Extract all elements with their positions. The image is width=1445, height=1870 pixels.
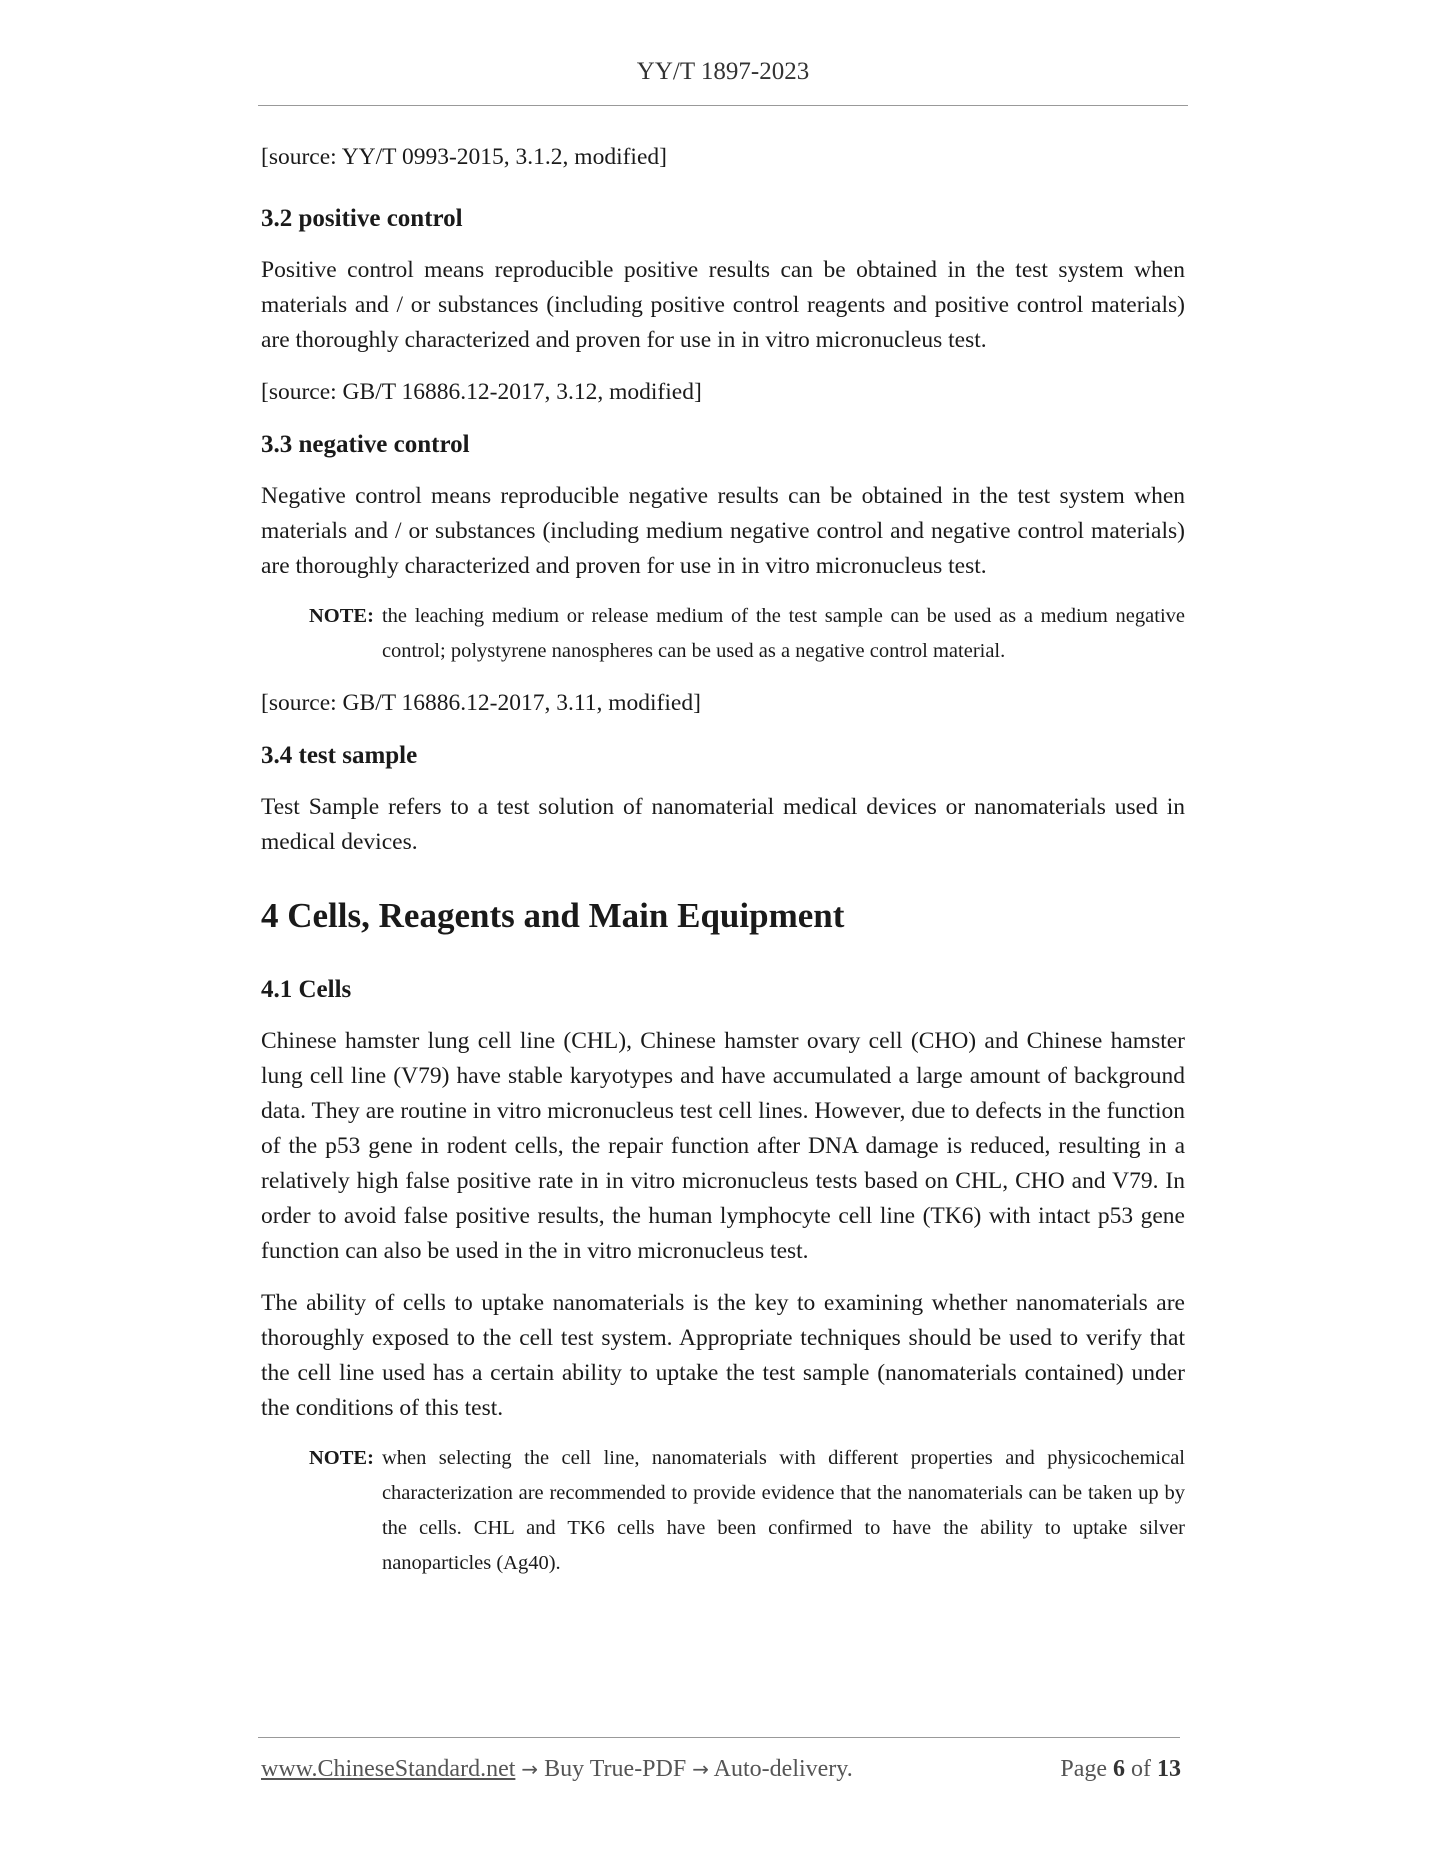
page-label: Page xyxy=(1060,1756,1107,1782)
note-text: the leaching medium or release medium of the test sample can be used as a medium negative control; polystyrene nanospheres can be used as a negative control material. xyxy=(381,605,1185,662)
paragraph-cells-b: The ability of cells to uptake nanomaterials is the key to examining whether nanomaterials are thoroughly exposed to the cell test system. Appropriate techniques should be used to verify that the cell line used has a certain ability to uptake the test sample (nanomaterials contained) under the conditions of this test. xyxy=(261,1290,1185,1421)
paragraph-negative-control: Negative control means reproducible negative results can be obtained in the test system when materials and / or substances (including medium negative control and negative control materials) are thoroughly characterized and proven for use in in vitro micronucleus test. xyxy=(261,483,1185,579)
page-total: 13 xyxy=(1157,1756,1181,1782)
source-citation: [source: YY/T 0993-2015, 3.1.2, modified] xyxy=(261,144,667,170)
paragraph-test-sample: Test Sample refers to a test solution of nanomaterial medical devices or nanomaterials used in medical devices. xyxy=(261,794,1185,855)
source-citation: [source: GB/T 16886.12-2017, 3.12, modified] xyxy=(261,379,702,405)
page-current: 6 xyxy=(1113,1756,1125,1782)
page-footer xyxy=(261,1756,1181,1783)
section-heading-3-4: 3.4 test sample xyxy=(261,742,418,769)
arrow-right-icon: → xyxy=(521,1757,539,1781)
note-block xyxy=(309,599,1185,669)
note-text: when selecting the cell line, nanomaterials with different properties and physicochemical characterization are recommended to provide evidence that the nanomaterials can be taken up by the cells. CHL and TK6 cells have been confirmed to have the ability to uptake silver nanoparticles (Ag40). xyxy=(381,1447,1185,1574)
chapter-heading-4: 4 Cells, Reagents and Main Equipment xyxy=(261,896,845,935)
source-citation: [source: GB/T 16886.12-2017, 3.11, modified] xyxy=(261,690,701,716)
website-link[interactable]: www.ChineseStandard.net xyxy=(261,1756,516,1782)
of-label: of xyxy=(1131,1756,1151,1782)
note-block xyxy=(309,1441,1185,1581)
paragraph-cells-a: Chinese hamster lung cell line (CHL), Chinese hamster ovary cell (CHO) and Chinese hamster lung cell line (V79) have stable karyotypes and have accumulated a large amount of background data. They are routine in vitro micronucleus test cell lines. However, due to defects in the function of the p53 gene in rodent cells, the repair function after DNA damage is reduced, resulting in a relatively high false positive rate in in vitro micronucleus tests based on CHL, CHO and V79. In order to avoid false positive results, the human lymphocyte cell line (TK6) with intact p53 gene function can also be used in the in vitro micronucleus test. xyxy=(261,1028,1185,1264)
section-heading-3-3: 3.3 negative control xyxy=(261,431,470,458)
paragraph-positive-control: Positive control means reproducible positive results can be obtained in the test system when materials and / or substances (including positive control reagents and positive control materials) are thoroughly characterized and proven for use in in vitro micronucleus test. xyxy=(261,257,1185,353)
section-heading-3-2: 3.2 positive control xyxy=(261,205,463,232)
note-label: NOTE: xyxy=(309,1447,374,1469)
footer-divider xyxy=(258,1737,1180,1738)
document-header: YY/T 1897-2023 xyxy=(636,58,810,85)
header-divider xyxy=(258,105,1188,106)
auto-delivery-text: Auto-delivery. xyxy=(713,1756,853,1782)
document-body xyxy=(261,140,1185,1581)
section-heading-4-1: 4.1 Cells xyxy=(261,976,352,1003)
arrow-right-icon: → xyxy=(692,1757,709,1781)
page-indicator xyxy=(1060,1756,1181,1783)
buy-true-pdf-text: Buy True-PDF xyxy=(544,1756,687,1782)
note-label: NOTE: xyxy=(309,605,374,627)
footer-left xyxy=(261,1756,853,1783)
